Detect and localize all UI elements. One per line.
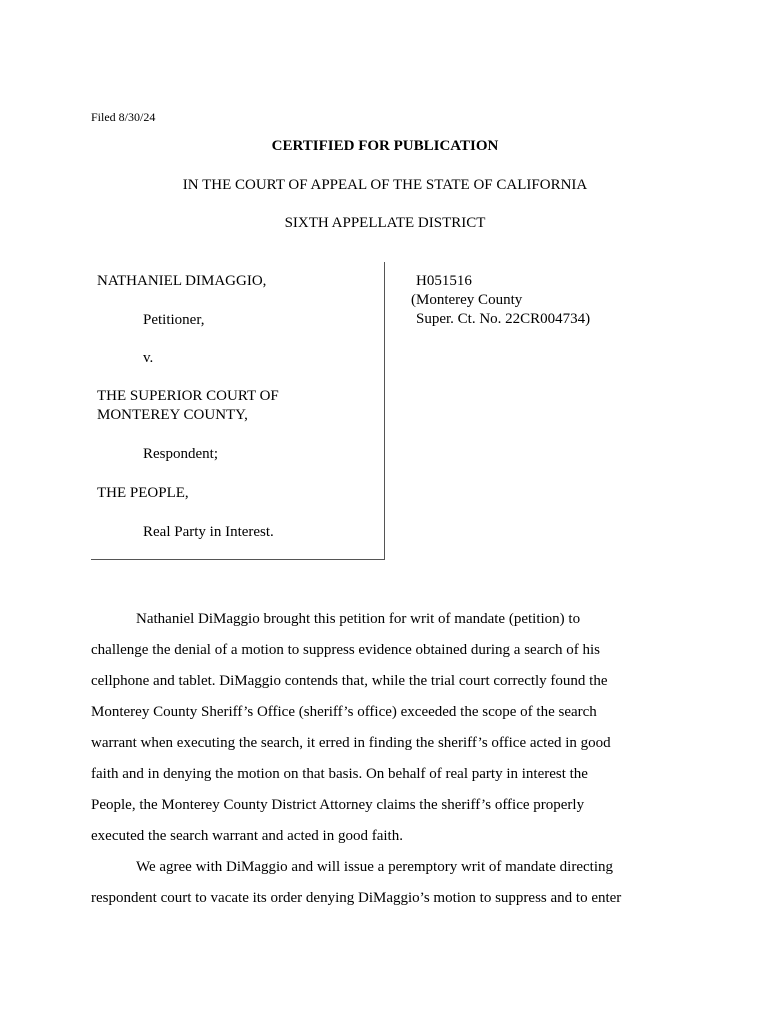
case-caption: [91, 262, 385, 560]
text-line: challenge the denial of a motion to suppress evidence obtained during a search of his: [91, 642, 601, 658]
lower-court-line-1: (Monterey County: [411, 292, 523, 308]
respondent-name-line-1: THE SUPERIOR COURT OF: [97, 388, 279, 404]
text-line: Monterey County Sheriff’s Office (sheriff’s office) exceeded the scope of the search: [91, 704, 597, 720]
paragraph-2: [91, 852, 681, 914]
text-line: cellphone and tablet. DiMaggio contends that, while the trial court correctly found the: [91, 673, 608, 689]
petitioner-role: Petitioner,: [143, 312, 205, 328]
text-line: faith and in denying the motion on that basis. On behalf of real party in interest the: [91, 766, 588, 782]
district-heading: SIXTH APPELLATE DISTRICT: [284, 215, 486, 231]
paragraph-1: [91, 604, 681, 852]
case-number: H051516: [416, 273, 472, 289]
filed-date: Filed 8/30/24: [91, 110, 156, 124]
text-line: warrant when executing the search, it erred in finding the sheriff’s office acted in good: [91, 735, 611, 751]
text-line: executed the search warrant and acted in good faith.: [91, 828, 403, 844]
text-line: respondent court to vacate its order denying DiMaggio’s motion to suppress and to enter: [91, 890, 622, 906]
lower-court-line-2: Super. Ct. No. 22CR004734): [416, 311, 591, 327]
court-heading: IN THE COURT OF APPEAL OF THE STATE OF CALIFORNIA: [182, 177, 588, 193]
respondent-name-line-2: MONTEREY COUNTY,: [97, 407, 248, 423]
petitioner-name: NATHANIEL DIMAGGIO,: [97, 273, 267, 289]
text-line: We agree with DiMaggio and will issue a peremptory writ of mandate directing: [136, 859, 613, 875]
case-info: [411, 272, 590, 329]
real-party-role: Real Party in Interest.: [143, 524, 274, 540]
text-line: People, the Monterey County District Attorney claims the sheriff’s office properly: [91, 797, 585, 813]
respondent-role: Respondent;: [143, 446, 218, 462]
opinion-body: [91, 604, 681, 914]
real-party-name: THE PEOPLE,: [97, 485, 189, 501]
text-line: Nathaniel DiMaggio brought this petition for writ of mandate (petition) to: [136, 611, 581, 627]
certification-heading: CERTIFIED FOR PUBLICATION: [271, 138, 499, 154]
versus: v.: [143, 350, 154, 366]
